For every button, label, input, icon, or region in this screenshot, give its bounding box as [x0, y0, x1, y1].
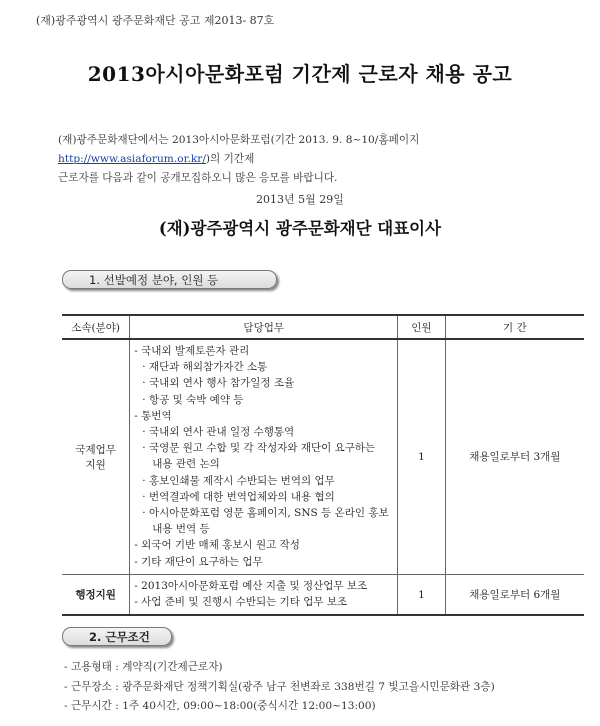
issuer-name: (재)광주광역시 광주문화재단 대표이사 [158, 219, 442, 238]
intro-line-1 [58, 131, 570, 169]
column-header: 기 간 [445, 315, 584, 339]
duty-item: 내용 관련 논의 [152, 458, 220, 471]
section-heading-recruitment: 1. 선발예정 분야, 인원 등 [62, 270, 277, 289]
section-heading-conditions: 2. 근무조건 [62, 627, 172, 646]
conditions-list [64, 658, 495, 717]
duties-cell [130, 339, 398, 574]
count-cell: 1 [398, 574, 446, 615]
notice-number: (재)광주광역시 광주문화재단 공고 제2013- 87호 [36, 14, 275, 27]
condition-value: 광주문화재단 정책기획실(광주 남구 천변좌로 338번길 7 빛고을시민문화관 3층) [122, 680, 495, 693]
table-row [62, 574, 584, 615]
intro-paragraph [58, 131, 570, 188]
duties-cell [130, 574, 398, 615]
duty-item: - 외국어 기반 매체 홍보시 원고 작성 [134, 539, 300, 552]
condition-item [64, 658, 495, 678]
dept-line: 지원 [85, 458, 106, 471]
page-title: 2013아시아문화포럼 기간제 근로자 채용 공고 [87, 62, 513, 86]
table-row [62, 339, 584, 574]
period-cell: 채용일로부터 3개월 [445, 339, 584, 574]
intro-text: )의 기간제 [205, 153, 255, 165]
duty-item: · 국내외 연사 행사 참가일정 조율 [142, 377, 295, 390]
condition-label: - 근무장소 : [64, 680, 119, 693]
duty-item: - 통번역 [134, 409, 172, 422]
count-cell: 1 [398, 339, 446, 574]
condition-label: - 고용형태 : [64, 661, 119, 673]
condition-value: 1주 40시간, 09:00~18:00(중식시간 12:00~13:00) [122, 700, 376, 712]
duty-item: 내용 번역 등 [152, 523, 210, 536]
column-header: 인원 [398, 315, 446, 339]
condition-value: 계약직(기간제근로자) [122, 661, 223, 673]
intro-line-2: 근로자를 다음과 같이 공개모집하오니 많은 응모를 바랍니다. [58, 172, 338, 184]
duty-item: · 국영문 원고 수합 및 각 작성자와 재단이 요구하는 [142, 442, 376, 455]
dept-cell [62, 339, 130, 574]
condition-item [64, 697, 495, 717]
column-header: 담당업무 [130, 315, 398, 339]
dept-cell: 행정지원 [62, 574, 130, 615]
duty-item: · 국내외 연사 관내 일정 수행통역 [142, 426, 295, 439]
duty-item: · 아시아문화포럼 영문 홈페이지, SNS 등 온라인 홍보 [142, 507, 389, 520]
duty-item: - 2013아시아문화포럼 예산 지출 및 정산업무 보조 [134, 579, 368, 592]
duty-item: · 항공 및 숙박 예약 등 [142, 393, 244, 406]
duty-item: · 홍보인쇄물 제작시 수반되는 번역의 업무 [142, 474, 335, 487]
table-header-row [62, 315, 584, 339]
duty-item: - 사업 준비 및 진행시 수반되는 기타 업무 보조 [134, 596, 348, 609]
condition-item [64, 678, 495, 698]
homepage-link[interactable]: http://www.asiaforum.or.kr/ [58, 153, 206, 165]
notice-date: 2013년 5월 29일 [256, 193, 344, 206]
column-header: 소속(분야) [62, 315, 130, 339]
intro-text: (재)광주문화재단에서는 2013아시아문화포럼(기간 2013. 9. 8~10/홈페이지 [58, 134, 420, 146]
dept-line: 국제업무 [75, 443, 116, 456]
period-cell: 채용일로부터 6개월 [445, 574, 584, 615]
positions-table [62, 314, 584, 616]
duty-item: - 기타 재단이 요구하는 업무 [134, 555, 263, 568]
condition-label: - 근무시간 : [64, 700, 119, 712]
duty-item: - 국내외 발제토론자 관리 [134, 345, 250, 357]
duty-item: · 재단과 해외참가자간 소통 [142, 361, 268, 374]
duty-item: · 번역결과에 대한 번역업체와의 내용 협의 [142, 490, 335, 503]
